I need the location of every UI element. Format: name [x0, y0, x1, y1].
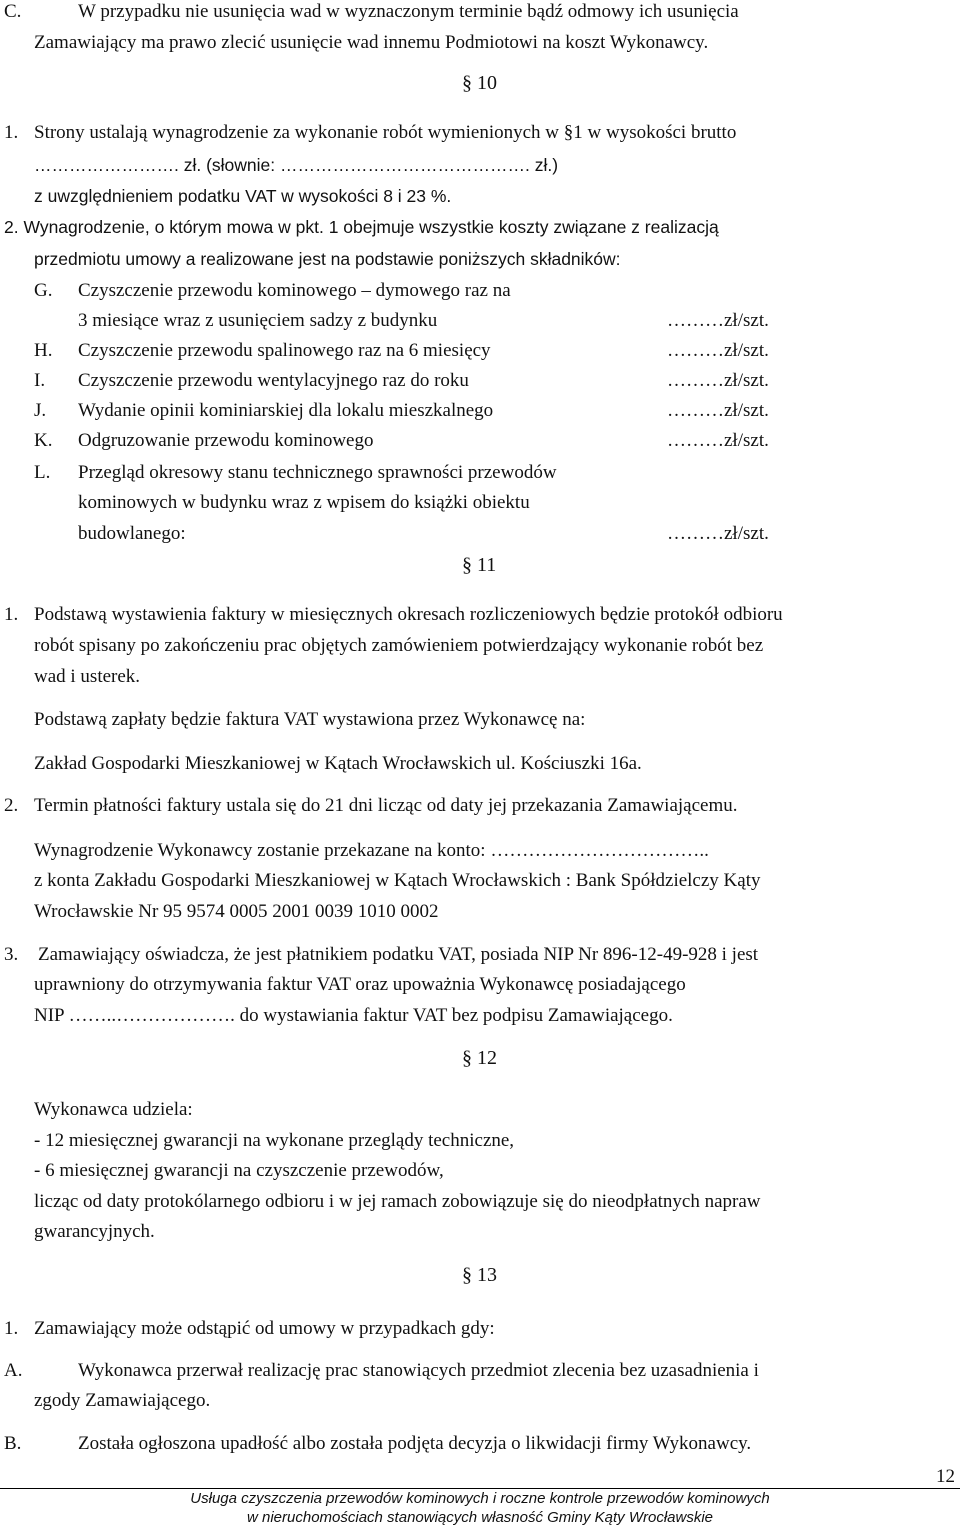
s11-account-line2: z konta Zakładu Gospodarki Mieszkaniowej w Kątach Wrocławskich : Bank Spółdzielczy Kąty [34, 870, 761, 891]
s13-item-a-line2: zgody Zamawiającego. [34, 1390, 211, 1411]
s11-p2-number: 2. [4, 795, 19, 816]
footer-line1: Usługa czyszczenia przewodów kominowych i roczne kontrole przewodów kominowych [190, 1490, 770, 1507]
item-l-line3: budowlanego: [78, 523, 186, 544]
s10-p1-line2: ……………………. zł. (słownie: ……………………………………. zł.) [34, 155, 559, 175]
s11-p1-line1: Podstawą wystawienia faktury w miesięcznych okresach rozliczeniowych będzie protokół odbioru [34, 604, 783, 625]
s13-item-a-line1: Wykonawca przerwał realizację prac stanowiących przedmiot zlecenia bez uzasadnienia i [78, 1360, 759, 1381]
item-c-line1: W przypadku nie usunięcia wad w wyznaczonym terminie bądź odmowy ich usunięcia [78, 1, 739, 22]
item-i-text: Czyszczenie przewodu wentylacyjnego raz do roku [78, 370, 469, 391]
s11-p1-line3: wad i usterek. [34, 666, 141, 687]
s11-vat-line1: Zamawiający oświadcza, że jest płatnikiem podatku VAT, posiada NIP Nr 896-12-49-928 i jest [38, 944, 759, 965]
s11-payment-term: Termin płatności faktury ustala się do 21 dni licząc od daty jej przekazania Zamawiającemu. [34, 795, 738, 816]
item-l-price: ………zł/szt. [667, 523, 769, 544]
item-h-text: Czyszczenie przewodu spalinowego raz na 6 miesięcy [78, 340, 491, 361]
item-k-price: ………zł/szt. [667, 430, 769, 451]
s10-p1-line3: z uwzględnieniem podatku VAT w wysokości 8 i 23 %. [34, 186, 452, 206]
section-10-heading: § 10 [462, 72, 497, 94]
s13-item-b-text: Została ogłoszona upadłość albo została podjęta decyzja o likwidacji firmy Wykonawcy. [78, 1433, 752, 1454]
item-c-line2: Zamawiający ma prawo zlecić usunięcie wad innemu Podmiotowi na koszt Wykonawcy. [34, 32, 709, 53]
s13-item-b-mark: B. [4, 1433, 22, 1454]
s11-company-address: Zakład Gospodarki Mieszkaniowej w Kątach Wrocławskich ul. Kościuszki 16a. [34, 753, 642, 774]
s12-line3: - 6 miesięcznej gwarancji na czyszczenie przewodów, [34, 1160, 444, 1181]
page-number: 12 [936, 1466, 955, 1487]
s12-line4: licząc od daty protokólarnego odbioru i w jej ramach zobowiązuje się do nieodpłatnych napraw [34, 1191, 761, 1212]
s10-p2-line2: przedmiotu umowy a realizowane jest na podstawie poniższych składników: [34, 249, 621, 269]
item-g-price: ………zł/szt. [667, 310, 769, 331]
s11-vat-line3: NIP ……..………………. do wystawiania faktur VAT bez podpisu Zamawiającego. [34, 1005, 673, 1026]
item-l-line1: Przegląd okresowy stanu technicznego sprawności przewodów [78, 462, 557, 483]
section-13-heading: § 13 [462, 1264, 497, 1286]
s11-account-line1: Wynagrodzenie Wykonawcy zostanie przekazane na konto: …………………………….. [34, 840, 709, 861]
s12-line1: Wykonawca udziela: [34, 1099, 193, 1120]
item-j-text: Wydanie opinii kominiarskiej dla lokalu mieszkalnego [78, 400, 494, 421]
item-l-line2: kominowych w budynku wraz z wpisem do książki obiektu [78, 492, 530, 513]
footer-line2: w nieruchomościach stanowiących własność Gminy Kąty Wrocławskie [247, 1509, 713, 1526]
item-c-mark: C. [4, 1, 22, 22]
s11-p1-number: 1. [4, 604, 19, 625]
s13-p1-text: Zamawiający może odstąpić od umowy w przypadkach gdy: [34, 1318, 495, 1339]
s12-line2: - 12 miesięcznej gwarancji na wykonane przeglądy techniczne, [34, 1130, 515, 1151]
item-g-mark: G. [34, 280, 53, 301]
s10-p2-line1: 2. Wynagrodzenie, o którym mowa w pkt. 1 obejmuje wszystkie koszty związane z realizacją [4, 217, 719, 237]
s10-p1-line1: Strony ustalają wynagrodzenie za wykonanie robót wymienionych w §1 w wysokości brutto [34, 122, 737, 143]
item-j-mark: J. [34, 400, 47, 421]
s11-vat-line2: uprawniony do otrzymywania faktur VAT oraz upoważnia Wykonawcę posiadającego [34, 974, 686, 995]
item-l-mark: L. [34, 462, 51, 483]
section-12-heading: § 12 [462, 1047, 497, 1069]
item-h-mark: H. [34, 340, 53, 361]
item-g-line1: Czyszczenie przewodu kominowego – dymowego raz na [78, 280, 511, 301]
s13-p1-number: 1. [4, 1318, 19, 1339]
s11-p3-number: 3. [4, 944, 19, 965]
item-k-mark: K. [34, 430, 53, 451]
s13-item-a-mark: A. [4, 1360, 23, 1381]
s11-p1-line2: robót spisany po zakończeniu prac objętych zamówieniem potwierdzający wykonanie robót bez [34, 635, 764, 656]
item-h-price: ………zł/szt. [667, 340, 769, 361]
s10-p1-number: 1. [4, 122, 19, 143]
item-k-text: Odgruzowanie przewodu kominowego [78, 430, 374, 451]
page-footer [0, 1488, 960, 1527]
s11-account-line3: Wrocławskie Nr 95 9574 0005 2001 0039 1010 0002 [34, 901, 439, 922]
section-11-heading: § 11 [462, 554, 497, 576]
s11-payment-basis: Podstawą zapłaty będzie faktura VAT wystawiona przez Wykonawcę na: [34, 709, 586, 730]
item-j-price: ………zł/szt. [667, 400, 769, 421]
item-i-price: ………zł/szt. [667, 370, 769, 391]
item-i-mark: I. [34, 370, 46, 391]
s12-line5: gwarancyjnych. [34, 1221, 155, 1242]
item-g-line2: 3 miesiące wraz z usunięciem sadzy z budynku [78, 310, 438, 331]
